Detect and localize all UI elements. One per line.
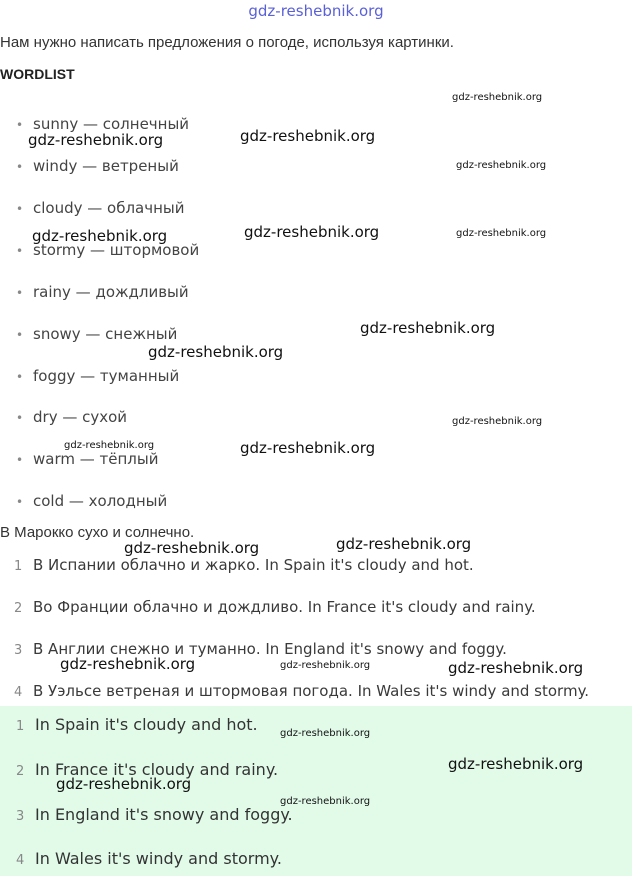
watermark: gdz-reshebnik.org (448, 659, 584, 677)
wordlist-item: • stormy — штормовой (16, 241, 200, 259)
task-number: 3 (14, 643, 23, 658)
wordlist-item: • snowy — снежный (16, 325, 178, 343)
watermark: gdz-reshebnik.org (244, 223, 380, 241)
bullet-icon: • (16, 202, 24, 216)
bullet-icon: • (16, 411, 24, 425)
example-sentence: В Марокко сухо и солнечно. (0, 524, 195, 541)
task-item (14, 556, 474, 574)
watermark: gdz-reshebnik.org (148, 343, 284, 361)
watermark: gdz-reshebnik.org (240, 127, 376, 145)
task-item (14, 682, 589, 700)
answer-text: In Spain it's cloudy and hot. (35, 715, 258, 734)
answer-text: In England it's snowy and foggy. (35, 805, 293, 824)
bullet-icon: • (16, 286, 24, 300)
task-number: 4 (14, 685, 23, 700)
bullet-icon: • (16, 160, 24, 174)
answer-number: 3 (16, 809, 25, 824)
site-header-link[interactable]: gdz-reshebnik.org (248, 2, 384, 20)
watermark: gdz-reshebnik.org (60, 655, 196, 673)
watermark: gdz-reshebnik.org (456, 160, 547, 171)
watermark: gdz-reshebnik.org (56, 775, 192, 793)
wordlist-item: • windy — ветреный (16, 157, 179, 175)
wordlist-item: • sunny — солнечный (16, 115, 190, 133)
watermark: gdz-reshebnik.org (64, 440, 155, 451)
wordlist-item: • cloudy — облачный (16, 199, 185, 217)
bullet-icon: • (16, 118, 24, 132)
answer-number: 1 (16, 719, 25, 734)
watermark: gdz-reshebnik.org (32, 227, 168, 245)
answer-item (16, 715, 258, 734)
watermark: gdz-reshebnik.org (28, 131, 164, 149)
watermark: gdz-reshebnik.org (280, 728, 371, 739)
bullet-icon: • (16, 453, 24, 467)
answer-number: 4 (16, 853, 25, 868)
wordlist-title: WORDLIST (0, 66, 75, 82)
wordlist-item: • dry — сухой (16, 408, 128, 426)
answer-text: In France it's cloudy and rainy. (35, 760, 279, 779)
watermark: gdz-reshebnik.org (280, 660, 371, 671)
task-text: В Испании облачно и жарко. In Spain it's cloudy and hot. (33, 556, 474, 574)
bullet-icon: • (16, 370, 24, 384)
watermark: gdz-reshebnik.org (456, 228, 547, 239)
bullet-icon: • (16, 328, 24, 342)
wordlist-item: • cold — холодный (16, 492, 168, 510)
answer-text: In Wales it's windy and stormy. (35, 849, 282, 868)
wordlist-item: • foggy — туманный (16, 367, 180, 385)
bullet-icon: • (16, 244, 24, 258)
task-text: В Уэльсе ветреная и штормовая погода. In Wales it's windy and stormy. (33, 682, 590, 700)
task-text: Во Франции облачно и дождливо. In France it's cloudy and rainy. (33, 598, 536, 616)
intro-text: Нам нужно написать предложения о погоде, используя картинки. (0, 34, 454, 51)
watermark: gdz-reshebnik.org (240, 439, 376, 457)
task-text: В Англии снежно и туманно. In England it's snowy and foggy. (33, 640, 507, 658)
bullet-icon: • (16, 495, 24, 509)
watermark: gdz-reshebnik.org (448, 755, 584, 773)
wordlist-item: • rainy — дождливый (16, 283, 189, 301)
watermark: gdz-reshebnik.org (452, 416, 543, 427)
watermark: gdz-reshebnik.org (336, 535, 472, 553)
answer-item (16, 849, 282, 868)
answer-number: 2 (16, 764, 25, 779)
watermark: gdz-reshebnik.org (360, 319, 496, 337)
task-number: 1 (14, 559, 23, 574)
answer-item (16, 805, 293, 824)
task-item (14, 598, 536, 616)
watermark: gdz-reshebnik.org (452, 92, 543, 103)
task-number: 2 (14, 601, 23, 616)
watermark: gdz-reshebnik.org (124, 539, 260, 557)
wordlist-item: • warm — тёплый (16, 450, 159, 468)
watermark: gdz-reshebnik.org (280, 796, 371, 807)
